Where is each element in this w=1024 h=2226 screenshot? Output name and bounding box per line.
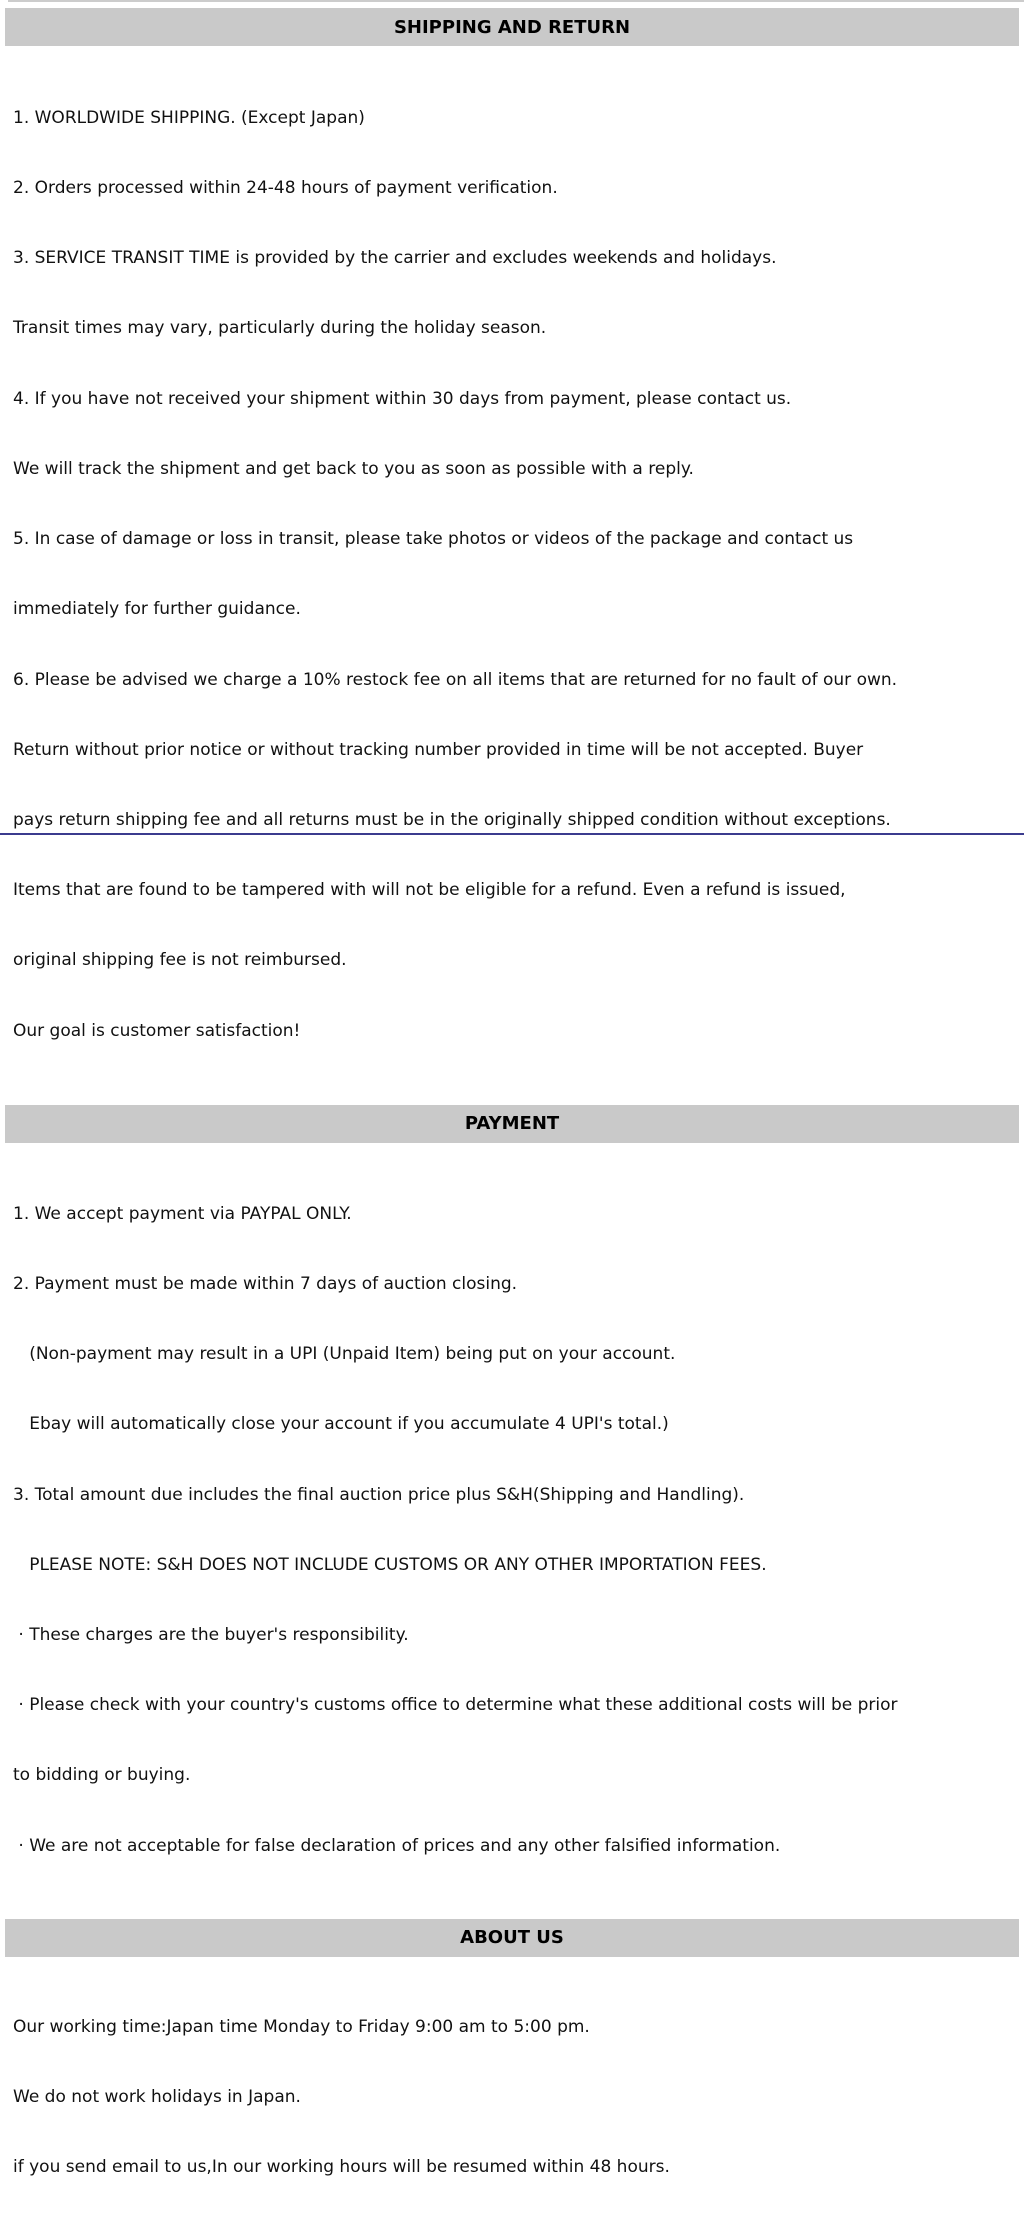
text-line: (Non-payment may result in a UPI (Unpaid Item) being put on your account. — [13, 1344, 676, 1365]
section-body-payment — [13, 1156, 1024, 1905]
text-line: Items that are found to be tampered with will not be eligible for a refund. Even a refund is issued, — [13, 880, 846, 901]
section-heading: SHIPPING AND RETURN — [393, 16, 631, 38]
section-heading: ABOUT US — [460, 1927, 564, 1949]
text-line: Transit times may vary, particularly during the holiday season. — [13, 318, 547, 339]
text-line: pays return shipping fee and all returns must be in the originally shipped condition without exceptions. — [13, 810, 891, 830]
text-line: Return without prior notice or without tracking number provided in time will be not accepted. Buyer — [13, 739, 864, 760]
text-line: original shipping fee is not reimbursed. — [13, 950, 347, 971]
bottom-divider — [0, 833, 1024, 835]
text-line: 6. Please be advised we charge a 10% restock fee on all items that are returned for no fault of our own. — [13, 669, 898, 690]
text-line: We do not work holidays in Japan. — [13, 2086, 301, 2107]
text-line: 1. WORLDWIDE SHIPPING. (Except Japan) — [13, 107, 365, 128]
text-line: · Please check with your country's customs office to determine what these additional costs will be prior — [13, 1695, 898, 1716]
text-line: 3. Total amount due includes the final auction price plus S&H(Shipping and Handling). — [13, 1484, 745, 1505]
text-line: 2. Orders processed within 24-48 hours of payment verification. — [13, 178, 558, 199]
section-body-about-us — [13, 1969, 1024, 2226]
text-line: 3. SERVICE TRANSIT TIME is provided by the carrier and excludes weekends and holidays. — [13, 248, 777, 269]
text-line: · These charges are the buyer's responsibility. — [13, 1625, 409, 1645]
text-line: Our goal is customer satisfaction! — [13, 1020, 301, 1041]
text-line: Our working time:Japan time Monday to Friday 9:00 am to 5:00 pm. — [13, 2016, 590, 2037]
text-line: 5. In case of damage or loss in transit, please take photos or videos of the package and contact us — [13, 529, 854, 550]
section-heading: PAYMENT — [464, 1113, 560, 1135]
text-line: PLEASE NOTE: S&H DOES NOT INCLUDE CUSTOMS OR ANY OTHER IMPORTATION FEES. — [13, 1554, 767, 1575]
text-line: We will track the shipment and get back to you as soon as possible with a reply. — [13, 458, 694, 479]
text-line: immediately for further guidance. — [13, 599, 301, 620]
text-line: Ebay will automatically close your account if you accumulate 4 UPI's total.) — [13, 1414, 669, 1435]
text-line: to bidding or buying. — [13, 1765, 191, 1786]
section-body-shipping-and-return — [13, 60, 1024, 1090]
text-line: 4. If you have not received your shipment within 30 days from payment, please contact us. — [13, 388, 792, 409]
text-line: if you send email to us,In our working hours will be resumed within 48 hours. — [13, 2157, 670, 2178]
section-header-shipping-and-return — [5, 8, 1019, 46]
text-line: 2. Payment must be made within 7 days of auction closing. — [13, 1273, 518, 1294]
section-header-payment — [5, 1105, 1019, 1143]
text-line: 1. We accept payment via PAYPAL ONLY. — [13, 1203, 352, 1224]
top-divider — [8, 0, 1024, 2]
section-header-about-us — [5, 1919, 1019, 1957]
text-line: · We are not acceptable for false declaration of prices and any other falsified information. — [13, 1835, 781, 1856]
